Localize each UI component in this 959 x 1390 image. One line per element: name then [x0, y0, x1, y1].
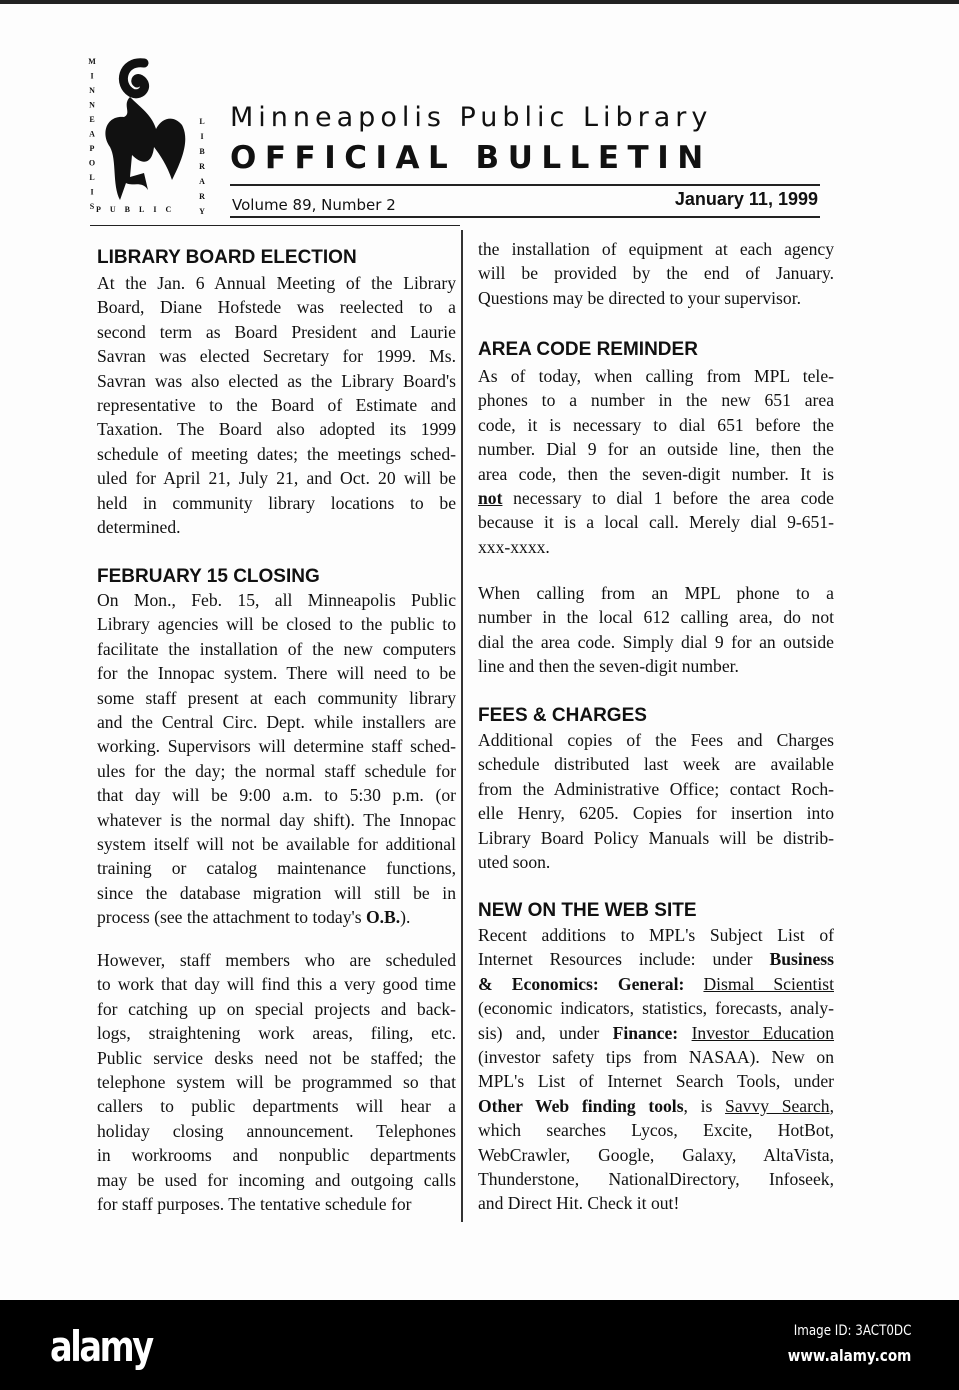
watermark-url: www.alamy.com: [787, 1346, 911, 1365]
section-heading: NEW ON THE WEB SITE: [478, 900, 697, 921]
text-line: WebCrawler, Google, Galaxy, AltaVista,: [478, 1144, 834, 1165]
text-line: for catching up on special projects and back-: [97, 998, 456, 1019]
text-line: [478, 972, 834, 996]
paragraph: [478, 923, 834, 1216]
text-line: in workrooms and nonpublic departments: [97, 1145, 456, 1166]
text-line: code, it is necessary to dial 651 before the: [478, 414, 834, 435]
paragraph: [97, 271, 456, 539]
text-line: Additional copies of the Fees and Charges: [478, 730, 834, 750]
text-line: (economic indicators, statistics, forecasts, analy-: [478, 998, 834, 1019]
text-line: Recent additions to MPL's Subject List of: [478, 925, 834, 945]
text-line: [97, 905, 456, 929]
text-line: As of today, when calling from MPL tele-: [478, 366, 834, 386]
text-line: for the Innopac system. There will need to be: [97, 663, 456, 684]
text-line: callers to public departments will hear a: [97, 1096, 456, 1117]
text-segment: sis) and, under: [478, 1022, 613, 1043]
text-line: schedule of meeting dates; the meetings sched-: [97, 443, 456, 464]
paragraph: [97, 588, 456, 929]
logo-bottom-text: PUBLIC: [96, 205, 181, 214]
text-line: On Mon., Feb. 15, all Minneapolis Public: [97, 590, 456, 610]
text-line: Board, Diane Hofstede was reelected to a: [97, 297, 456, 318]
text-line: (investor safety tips from NASAA). New on: [478, 1046, 834, 1067]
text-segment: ,: [829, 1095, 834, 1116]
column-top-rule: [90, 225, 460, 226]
section-heading: LIBRARY BOARD ELECTION: [97, 247, 357, 268]
text-line: phones to a number in the new 651 area: [478, 390, 834, 411]
text-line: [478, 1021, 834, 1045]
bold-text: Business: [769, 949, 834, 970]
text-line: from the Administrative Office; contact Roch-: [478, 778, 834, 799]
paragraph: [478, 728, 834, 874]
watermark-logo: alamy: [50, 1322, 152, 1371]
text-line: because it is a local call. Merely dial 9-651-: [478, 512, 834, 533]
text-line: uled for April 21, July 21, and Oct. 20 will be: [97, 468, 456, 489]
text-line: training or catalog maintenance functions,: [97, 858, 456, 879]
text-line: second term as Board President and Laurie: [97, 321, 456, 342]
section-heading: AREA CODE REMINDER: [478, 339, 698, 360]
text-line: MPL's List of Internet Search Tools, under: [478, 1071, 834, 1092]
paragraph: [478, 237, 834, 310]
link-text[interactable]: not: [478, 487, 503, 508]
text-line: [478, 486, 834, 510]
text-line: and Direct Hit. Check it out!: [478, 1193, 680, 1214]
text-line: uted soon.: [478, 851, 551, 872]
link-text[interactable]: Savvy Search: [725, 1095, 830, 1116]
text-segment: [684, 974, 703, 994]
text-line: for staff purposes. The tentative schedule for: [97, 1193, 412, 1214]
text-line: working. Supervisors will determine staff sched-: [97, 736, 456, 757]
text-line: area code, then the seven-digit number. It is: [478, 463, 834, 484]
text-line: will be provided by the end of January.: [478, 263, 834, 284]
text-line: Questions may be directed to your supervisor.: [478, 287, 801, 308]
link-text[interactable]: Investor Education: [691, 1022, 835, 1043]
text-line: Library agencies will be closed to the public to: [97, 614, 456, 635]
bulletin-title: OFFICIAL BULLETIN: [230, 140, 712, 176]
text-line: Thunderstone, NationalDirectory, Infoseek,: [478, 1168, 834, 1189]
volume-number: Volume 89, Number 2: [232, 196, 396, 214]
scan-edge: [0, 0, 959, 4]
text-line: since the database migration will still be in: [97, 882, 456, 903]
text-line: held in community library locations to be: [97, 492, 456, 513]
text-line: Taxation. The Board also adopted its 1999: [97, 419, 456, 440]
text-line: number in the local 612 calling area, do not: [478, 607, 834, 628]
text-line: line and then the seven-digit number.: [478, 656, 739, 677]
text-line: When calling from an MPL phone to a: [478, 583, 834, 603]
text-line: ules for the day; the normal staff schedule for: [97, 760, 456, 781]
text-segment: [678, 1023, 691, 1043]
text-segment: necessary to dial 1 before the area code: [502, 487, 834, 508]
text-line: Savran was elected Secretary for 1999. Ms.: [97, 346, 456, 367]
text-line: whatever is the normal day shift). The Innopac: [97, 809, 456, 830]
text-segment: ).: [400, 907, 411, 928]
text-line: logs, straightening work areas, filing, etc.: [97, 1023, 456, 1044]
bold-text: Finance:: [612, 1022, 679, 1043]
text-line: Public service desks need not be staffed; the: [97, 1047, 456, 1068]
text-line: that day will be 9:00 a.m. to 5:30 p.m. (or: [97, 785, 456, 806]
text-line: Savran was also elected as the Library Board's: [97, 370, 456, 391]
text-segment: , is: [683, 1095, 726, 1116]
text-line: some staff present at each community library: [97, 687, 456, 708]
library-logo: [82, 55, 212, 220]
text-segment: process (see the attachment to today's: [97, 907, 366, 928]
bold-text: & Economics: General:: [478, 973, 685, 994]
watermark-banner: [0, 1300, 959, 1390]
watermark-image-id: Image ID: 3ACT0DC: [793, 1323, 911, 1339]
text-line: holiday closing announcement. Telephones: [97, 1120, 456, 1141]
text-line: However, staff members who are scheduled: [97, 950, 456, 970]
text-line: which searches Lycos, Excite, HotBot,: [478, 1120, 834, 1141]
text-line: dial the area code. Simply dial 9 for an outside: [478, 631, 834, 652]
text-line: [478, 1094, 834, 1118]
header-rule-bottom: [230, 216, 820, 218]
text-segment: Internet Resources include: under: [478, 949, 770, 970]
section-heading: FEBRUARY 15 CLOSING: [97, 566, 320, 587]
section-heading: FEES & CHARGES: [478, 705, 647, 726]
text-line: facilitate the installation of the new computers: [97, 638, 456, 659]
text-line: telephone system will be programmed so that: [97, 1071, 456, 1092]
text-line: elle Henry, 6205. Copies for insertion into: [478, 803, 834, 824]
text-line: may be used for incoming and outgoing calls: [97, 1169, 456, 1190]
bold-text: Other Web finding tools: [478, 1095, 684, 1116]
paragraph: [478, 364, 834, 559]
text-line: [478, 947, 834, 971]
logo-m-heart-icon: [82, 55, 212, 220]
text-line: number. Dial 9 for an outside line, then the: [478, 439, 834, 460]
text-line: representative to the Board of Estimate and: [97, 394, 456, 415]
column-divider: [461, 230, 463, 1222]
paragraph: [97, 948, 456, 1216]
text-line: to work that day will find this a very good time: [97, 974, 456, 995]
issue-date: January 11, 1999: [674, 189, 818, 209]
bold-text: O.B.: [365, 907, 401, 928]
text-line: the installation of equipment at each agency: [478, 239, 834, 259]
header-rule: [230, 184, 820, 186]
library-name: Minneapolis Public Library: [230, 102, 713, 133]
link-text[interactable]: Dismal Scientist: [703, 973, 834, 994]
paragraph: [478, 581, 834, 679]
text-line: determined.: [97, 516, 181, 537]
logo-vertical-left: MINNEAPOLIS: [87, 57, 97, 217]
text-line: schedule distributed last week are available: [478, 754, 834, 775]
text-line: Library Board Policy Manuals will be distrib-: [478, 827, 834, 848]
text-line: system itself will not be available for additional: [97, 833, 456, 854]
text-line: and the Central Circ. Dept. while installers are: [97, 711, 456, 732]
text-line: xxx-xxxx.: [478, 536, 550, 557]
logo-vertical-right: LIBRARY: [197, 117, 207, 222]
text-line: At the Jan. 6 Annual Meeting of the Library: [97, 273, 456, 293]
